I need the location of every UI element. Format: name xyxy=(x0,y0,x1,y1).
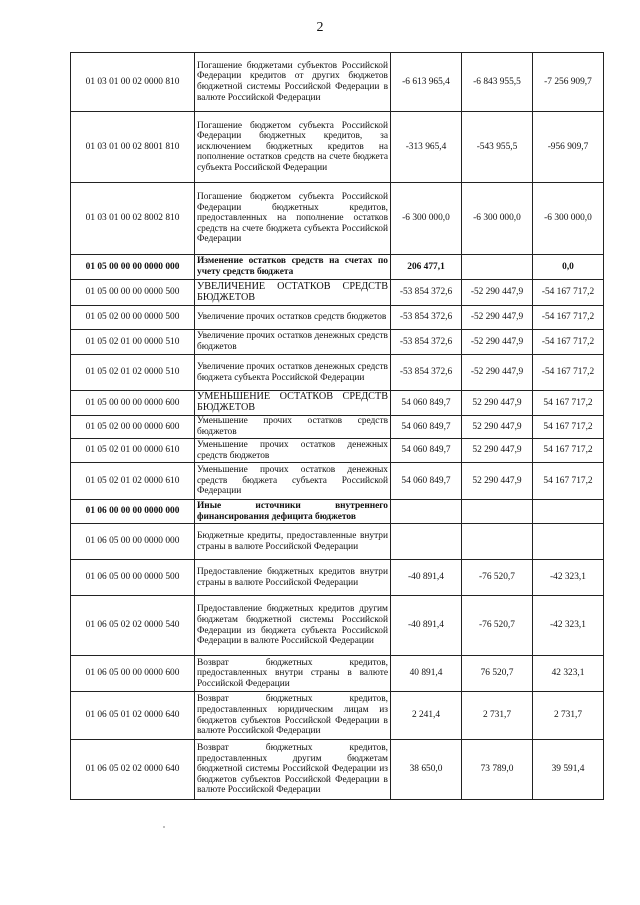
amount-year1-cell: -40 891,4 xyxy=(391,560,462,596)
amount-year1-cell: -6 613 965,4 xyxy=(391,53,462,112)
amount-year2-cell: -52 290 447,9 xyxy=(462,280,533,306)
budget-code-cell: 01 05 02 01 00 0000 510 xyxy=(71,330,195,355)
source-name-cell: Предоставление бюджетных кредитов внутри страны в валюте Российской Федерации xyxy=(195,560,391,596)
table-row xyxy=(71,391,604,416)
amount-year2-cell: -6 843 955,5 xyxy=(462,53,533,112)
table-row xyxy=(71,524,604,560)
amount-year3-cell: -7 256 909,7 xyxy=(533,53,604,112)
source-name-cell: Погашение бюджетом субъекта Российской Федерации бюджетных кредитов, предоставленных на пополнение остатков средств на счете бюджета субъекта Российской Федерации xyxy=(195,183,391,255)
amount-year1-cell: -53 854 372,6 xyxy=(391,306,462,330)
table-row xyxy=(71,183,604,255)
table-row xyxy=(71,306,604,330)
source-name-cell: Увеличение прочих остатков средств бюджетов xyxy=(195,306,391,330)
budget-code-cell: 01 05 00 00 00 0000 600 xyxy=(71,391,195,416)
table-row xyxy=(71,560,604,596)
amount-year2-cell xyxy=(462,524,533,560)
amount-year2-cell: 73 789,0 xyxy=(462,740,533,800)
source-name-cell: Возврат бюджетных кредитов, предоставленных другим бюджетам бюджетной системы Российской Федерации из бюджетов субъектов Российской Федерации в валюте Российской Федерации xyxy=(195,740,391,800)
amount-year1-cell: 54 060 849,7 xyxy=(391,463,462,500)
source-name-cell: Изменение остатков средств на счетах по учету средств бюджета xyxy=(195,255,391,280)
budget-code-cell: 01 05 00 00 00 0000 500 xyxy=(71,280,195,306)
amount-year3-cell: -54 167 717,2 xyxy=(533,280,604,306)
amount-year3-cell: 54 167 717,2 xyxy=(533,391,604,416)
table-row xyxy=(71,330,604,355)
table-row xyxy=(71,439,604,463)
amount-year2-cell: -543 955,5 xyxy=(462,112,533,183)
amount-year1-cell: 2 241,4 xyxy=(391,692,462,740)
amount-year1-cell: -6 300 000,0 xyxy=(391,183,462,255)
page-number: 2 xyxy=(316,20,324,35)
source-name-cell: УМЕНЬШЕНИЕ ОСТАТКОВ СРЕДСТВ БЮДЖЕТОВ xyxy=(195,391,391,416)
table-row xyxy=(71,416,604,439)
source-name-cell: Возврат бюджетных кредитов, предоставленных юридическим лицам из бюджетов субъектов Российской Федерации в валюте Российской Федерации xyxy=(195,692,391,740)
table-row xyxy=(71,740,604,800)
budget-code-cell: 01 06 05 00 00 0000 600 xyxy=(71,656,195,692)
amount-year3-cell: 42 323,1 xyxy=(533,656,604,692)
source-name-cell: Уменьшение прочих остатков денежных средств бюджетов xyxy=(195,439,391,463)
budget-code-cell: 01 06 05 00 00 0000 000 xyxy=(71,524,195,560)
table-row xyxy=(71,53,604,112)
amount-year1-cell xyxy=(391,524,462,560)
table-row xyxy=(71,112,604,183)
amount-year3-cell: 39 591,4 xyxy=(533,740,604,800)
amount-year3-cell: -54 167 717,2 xyxy=(533,355,604,391)
budget-code-cell: 01 05 00 00 00 0000 000 xyxy=(71,255,195,280)
amount-year2-cell xyxy=(462,255,533,280)
amount-year2-cell: 52 290 447,9 xyxy=(462,439,533,463)
amount-year2-cell: 2 731,7 xyxy=(462,692,533,740)
amount-year3-cell xyxy=(533,500,604,524)
amount-year3-cell: 54 167 717,2 xyxy=(533,416,604,439)
table-row xyxy=(71,692,604,740)
amount-year3-cell: -54 167 717,2 xyxy=(533,330,604,355)
budget-code-cell: 01 06 00 00 00 0000 000 xyxy=(71,500,195,524)
table-row xyxy=(71,463,604,500)
amount-year1-cell: 54 060 849,7 xyxy=(391,439,462,463)
amount-year2-cell: 52 290 447,9 xyxy=(462,391,533,416)
source-name-cell: Погашение бюджетами субъектов Российской Федерации кредитов от других бюджетов бюджетной системы Российской Федерации в валюте Российской Федерации xyxy=(195,53,391,112)
amount-year3-cell: -956 909,7 xyxy=(533,112,604,183)
budget-code-cell: 01 06 05 01 02 0000 640 xyxy=(71,692,195,740)
budget-code-cell: 01 03 01 00 02 8002 810 xyxy=(71,183,195,255)
budget-code-cell: 01 05 02 01 02 0000 610 xyxy=(71,463,195,500)
budget-code-cell: 01 05 02 00 00 0000 500 xyxy=(71,306,195,330)
amount-year1-cell: -313 965,4 xyxy=(391,112,462,183)
amount-year1-cell: -53 854 372,6 xyxy=(391,280,462,306)
budget-code-cell: 01 05 02 00 00 0000 600 xyxy=(71,416,195,439)
amount-year3-cell: 2 731,7 xyxy=(533,692,604,740)
scan-artifact xyxy=(163,826,165,828)
source-name-cell: Уменьшение прочих остатков денежных средств бюджета субъекта Российской Федерации xyxy=(195,463,391,500)
source-name-cell: Возврат бюджетных кредитов, предоставленных внутри страны в валюте Российской Федерации xyxy=(195,656,391,692)
budget-code-cell: 01 06 05 02 02 0000 640 xyxy=(71,740,195,800)
amount-year2-cell: 52 290 447,9 xyxy=(462,463,533,500)
budget-code-cell: 01 03 01 00 02 0000 810 xyxy=(71,53,195,112)
table-row xyxy=(71,255,604,280)
amount-year2-cell: 76 520,7 xyxy=(462,656,533,692)
amount-year1-cell: 38 650,0 xyxy=(391,740,462,800)
table-row xyxy=(71,280,604,306)
source-name-cell: Иные источники внутреннего финансирования дефицита бюджетов xyxy=(195,500,391,524)
amount-year1-cell: -53 854 372,6 xyxy=(391,355,462,391)
amount-year3-cell xyxy=(533,524,604,560)
amount-year2-cell: -52 290 447,9 xyxy=(462,355,533,391)
budget-code-cell: 01 06 05 02 02 0000 540 xyxy=(71,596,195,656)
amount-year3-cell: -42 323,1 xyxy=(533,560,604,596)
table-row xyxy=(71,355,604,391)
amount-year1-cell: 54 060 849,7 xyxy=(391,416,462,439)
source-name-cell: Погашение бюджетом субъекта Российской Федерации бюджетных кредитов, за исключением бюджетных кредитов на пополнение остатков средств на счете бюджета субъекта Российской Федерации xyxy=(195,112,391,183)
amount-year1-cell: 40 891,4 xyxy=(391,656,462,692)
amount-year3-cell: 54 167 717,2 xyxy=(533,463,604,500)
amount-year1-cell: -53 854 372,6 xyxy=(391,330,462,355)
source-name-cell: Бюджетные кредиты, предоставленные внутри страны в валюте Российской Федерации xyxy=(195,524,391,560)
table-body xyxy=(71,53,604,800)
budget-code-cell: 01 05 02 01 00 0000 610 xyxy=(71,439,195,463)
budget-code-cell: 01 06 05 00 00 0000 500 xyxy=(71,560,195,596)
amount-year3-cell: -6 300 000,0 xyxy=(533,183,604,255)
amount-year2-cell: -52 290 447,9 xyxy=(462,330,533,355)
amount-year1-cell xyxy=(391,500,462,524)
source-name-cell: УВЕЛИЧЕНИЕ ОСТАТКОВ СРЕДСТВ БЮДЖЕТОВ xyxy=(195,280,391,306)
amount-year2-cell xyxy=(462,500,533,524)
source-name-cell: Уменьшение прочих остатков средств бюджетов xyxy=(195,416,391,439)
amount-year2-cell: -6 300 000,0 xyxy=(462,183,533,255)
amount-year2-cell: -52 290 447,9 xyxy=(462,306,533,330)
amount-year3-cell: 0,0 xyxy=(533,255,604,280)
amount-year1-cell: 206 477,1 xyxy=(391,255,462,280)
amount-year1-cell: -40 891,4 xyxy=(391,596,462,656)
budget-code-cell: 01 05 02 01 02 0000 510 xyxy=(71,355,195,391)
amount-year3-cell: -54 167 717,2 xyxy=(533,306,604,330)
amount-year2-cell: -76 520,7 xyxy=(462,560,533,596)
budget-code-cell: 01 03 01 00 02 8001 810 xyxy=(71,112,195,183)
amount-year1-cell: 54 060 849,7 xyxy=(391,391,462,416)
source-name-cell: Предоставление бюджетных кредитов другим бюджетам бюджетной системы Российской Федерации из бюджета субъекта Российской Федерации в валюте Российской Федерации xyxy=(195,596,391,656)
source-name-cell: Увеличение прочих остатков денежных средств бюджета субъекта Российской Федерации xyxy=(195,355,391,391)
budget-sources-table xyxy=(70,52,604,800)
amount-year3-cell: -42 323,1 xyxy=(533,596,604,656)
table-row xyxy=(71,596,604,656)
amount-year2-cell: -76 520,7 xyxy=(462,596,533,656)
amount-year2-cell: 52 290 447,9 xyxy=(462,416,533,439)
source-name-cell: Увеличение прочих остатков денежных средств бюджетов xyxy=(195,330,391,355)
table-row xyxy=(71,500,604,524)
table-row xyxy=(71,656,604,692)
amount-year3-cell: 54 167 717,2 xyxy=(533,439,604,463)
